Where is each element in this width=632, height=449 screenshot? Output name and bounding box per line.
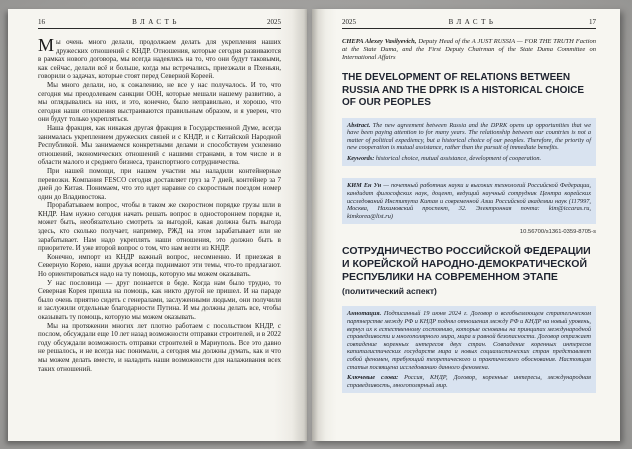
author-bio-box bbox=[342, 178, 596, 224]
keywords-ru bbox=[347, 374, 591, 389]
paragraph-text: ы очень много делали, продолжаем делать для укрепления наших дружеских отношений с КНДР. Отношения, которые сегодня развиваются в рамках нового договора, мы всегда надеялись на то, что они будут таковыми, как сейчас, делали всё и больше, когда мы встречались, приезжали в Пхеньян, говорили о задачах, которые стоят перед Северной Кореей. bbox=[38, 38, 281, 81]
article-body bbox=[38, 35, 281, 373]
year-right: 2025 bbox=[342, 18, 356, 26]
year-left: 2025 bbox=[266, 18, 281, 26]
drop-cap: М bbox=[38, 35, 55, 55]
body-paragraph: Наша фракция, как никакая другая фракция в Государственной Думе, всегда занималась укреплением дружеских связей и с КНДР, и с Китайской Народной Республикой. Мы занимаемся конкретными делами и способствуем усилению отношений, экономических отношений с нашими странами, в том числе и в области малого и среднего бизнеса, транспортного сотрудничества. bbox=[38, 123, 281, 167]
page-right bbox=[312, 9, 620, 441]
page-right-header bbox=[342, 18, 596, 28]
bio-text: — почетный работник науки и высоких технологий Российской Федерации, кандидат философских наук, доцент, ведущий научный сотрудник Центра корейских исследований Института Китая и современной Азии Российской академии наук (117997, Москва, Нахимовский проспект, 32. Электронная почта: kim@iccaras.ru, kimkorea@list.ru) bbox=[347, 182, 591, 220]
author-affiliation bbox=[342, 38, 596, 62]
body-paragraph: У нас пословица — друг познается в беде. Когда нам было трудно, то Северная Корея пришла на помощь, как никто другой не пришел. И на параде было очень приятно сидеть с генералами, заслуженными людьми, они получили и заслужили отдельные благодарности Путина. И мы должны делать все, чтобы оказывать ту помощь, которую мы можем оказывать. bbox=[38, 278, 281, 321]
header-rule-left bbox=[38, 28, 281, 29]
abstract-paragraph bbox=[347, 122, 591, 152]
annotation-text: Подписанный 19 июня 2024 г. Договор о всеобъемлющем стратегическом партнерстве между РФ и КНДР поднял отношения между РФ и КНДР на новый уровень, вернул их к естественному состоянию, которые основаны на принципах международной справедливости и многополярного мира, мира и равной безопасности. Договор отражает совпадение коренных интересов двух стран. Совпадение коренных интересов капиталистических государств мира и новых социалистических стран представляет собой феномен, требующий теоретического и практического обоснования. Настоящая статья посвящена исследованию данного феномена. bbox=[347, 310, 591, 371]
journal-title-left: ВЛАСТЬ bbox=[132, 18, 180, 26]
author-name: CHEPA Alexey Vasilyevich, bbox=[342, 38, 417, 45]
annotation-paragraph bbox=[347, 310, 591, 371]
page-left bbox=[8, 9, 307, 441]
keywords-en-text: historical choice, mutual assistance, development of cooperation. bbox=[374, 154, 542, 162]
page-left-header bbox=[38, 18, 281, 28]
body-paragraph: Прорабатываем вопрос, чтобы в таком же скоростном порядке грузы шли в КНДР. Нам нужно сегодня начать решать вопрос в одностороннем порядке и, может быть, необязательно смотреть за выгодой, какая должна быть выгода здесь, кто сколько получает, например, РЖД на этом зарабатывает или не зарабатывает. Нам надо укреплять наши отношения, это должно быть в приоритете. И уже второй вопрос о том, что нам везти из КНДР. bbox=[38, 201, 281, 253]
abstract-text: The new agreement between Russia and the DPRK opens up opportunities that we have been paying attention to for many years. The relationship between our countries is not a matter of political expediency, but a historical choice of our peoples. Therefore, the priority of new cooperation is mutual assistance, rather than the pursuit of immediate benefits. bbox=[347, 121, 591, 152]
author-bio bbox=[347, 182, 591, 220]
article-title-ru: СОТРУДНИЧЕСТВО РОССИЙСКОЙ ФЕДЕРАЦИИ И КОРЕЙСКОЙ НАРОДНО-ДЕМОКРАТИЧЕСКОЙ РЕСПУБЛИКИ НА СОВРЕМЕННОМ ЭТАПЕ bbox=[342, 245, 591, 284]
body-paragraph: Мы много делали, но, к сожалению, не все у нас получалось. И то, что сегодня мы преодолеваем санкции ООН, которые мешали нашему развитию, а мы оглядывались на них, и это, конечно, было неправильно, и хорошо, что сегодня наши отношения выстраиваются правильным образом, и я уверен, что они будут только укрепляться. bbox=[38, 80, 281, 124]
keywords-ru-text: Россия, КНДР, Договор, коренные интересы, международная справедливость, многополярный мир. bbox=[347, 374, 591, 389]
article-title-ru-subtitle: (политический аспект) bbox=[342, 286, 437, 297]
journal-title-right: ВЛАСТЬ bbox=[448, 18, 497, 26]
body-paragraph bbox=[38, 35, 281, 81]
page-number-right: 17 bbox=[588, 18, 596, 26]
keywords-en bbox=[347, 155, 591, 163]
article-title-en: THE DEVELOPMENT OF RELATIONS BETWEEN RUSSIA AND THE DPRK IS A HISTORICAL CHOICE OF OUR PEOPLES bbox=[342, 72, 585, 108]
doi: 10.56700/s1361-0359-8705-s bbox=[519, 229, 596, 236]
body-paragraph: Мы на протяжении многих лет плотно работаем с посольством КНДР, с послом, обсуждали еще 10 лет назад возможности отправки строителей, и в 2022 году обсуждали возможность отправки строителей в Мариуполь. Все это давно не решалось, и не всегда нас понимали, а сегодня мы должны думать, как и что мы можем делать вместе, и наладить наши возможности для налаживания всех таких отношений. bbox=[38, 321, 281, 373]
abstract-label: Abstract. bbox=[347, 121, 371, 129]
bio-author-name: КИМ Ен Ун bbox=[347, 182, 382, 190]
body-paragraph: Конечно, импорт из КНДР важный вопрос, несомненно. И приезжая в Северную Корею, наши друзья всегда поднимают эти темы, что-то предлагают. Но ориентироваться надо на ту помощь, которую мы можем оказывать. bbox=[38, 252, 281, 279]
author-affiliation-text: Deputy Head of the A JUST RUSSIA — FOR THE TRUTH Faction at the State Duma, and the First Deputy Chairman of the State Duma Committee on International Affairs bbox=[342, 38, 596, 61]
body-paragraph: При нашей помощи, при нашем участии мы наладили контейнерные перевозки. Компания FESCO сегодня доставляет груз за 7 дней, контейнер за 7 дней до Китая. Понимаем, что это идет наравне со скоростным поездом номер один до Владивостока. bbox=[38, 166, 281, 201]
abstract-box bbox=[342, 118, 596, 167]
keywords-en-label: Keywords: bbox=[347, 154, 375, 162]
annotation-box bbox=[342, 306, 596, 393]
header-rule-right bbox=[342, 28, 596, 29]
annotation-label: Аннотация. bbox=[347, 310, 382, 318]
keywords-ru-label: Ключевые слова: bbox=[347, 374, 399, 382]
page-number-left: 16 bbox=[38, 18, 45, 26]
